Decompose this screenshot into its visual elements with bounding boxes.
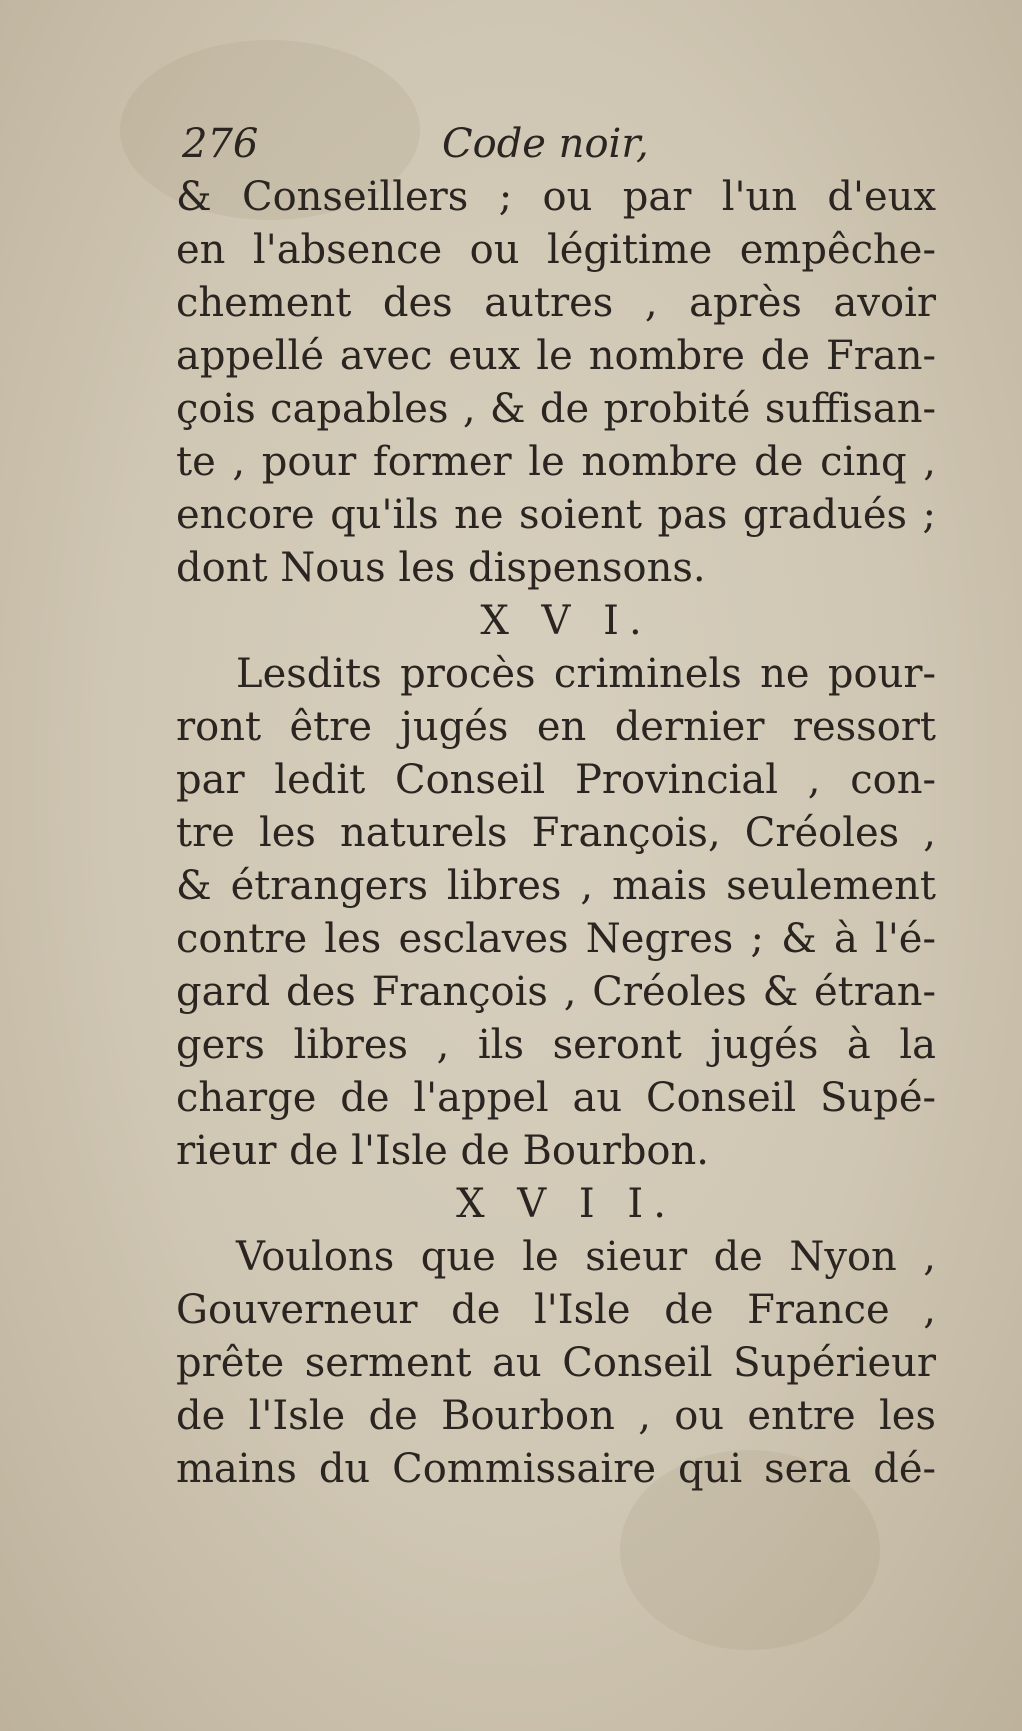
article-heading-16: X V I.	[480, 598, 652, 644]
page-text	[176, 118, 936, 1496]
text-line: de l'Isle de Bourbon , ou entre les	[176, 1393, 936, 1439]
text-line: chement des autres , après avoir	[176, 280, 936, 326]
text-line: Gouverneur de l'Isle de France ,	[176, 1287, 936, 1333]
text-line: dont Nous les dispensons.	[176, 545, 706, 591]
text-line: prête serment au Conseil Supérieur	[176, 1340, 936, 1386]
page-number: 276	[182, 121, 259, 167]
text-line: & étrangers libres , mais seulement	[176, 863, 936, 909]
text-line: ront être jugés en dernier ressort	[176, 704, 936, 750]
article-heading-17: X V I I.	[456, 1181, 676, 1227]
text-line: encore qu'ils ne soient pas gradués ;	[176, 492, 936, 538]
text-line: appellé avec eux le nombre de Fran-	[176, 333, 936, 379]
running-head	[176, 118, 936, 171]
text-line: gard des François , Créoles & étran-	[176, 969, 936, 1015]
continued-paragraph	[176, 171, 936, 595]
text-line: tre les naturels François, Créoles ,	[176, 810, 936, 856]
article-17-text	[176, 1231, 936, 1496]
text-line: gers libres , ils seront jugés à la	[176, 1022, 936, 1068]
text-line: en l'absence ou légitime empêche-	[176, 227, 936, 273]
text-line: çois capables , & de probité suffisan-	[176, 386, 936, 432]
text-line: mains du Commissaire qui sera dé-	[176, 1446, 936, 1492]
text-line: & Conseillers ; ou par l'un d'eux	[176, 174, 936, 220]
text-line: par ledit Conseil Provincial , con-	[176, 757, 936, 803]
text-line: Voulons que le sieur de Nyon ,	[236, 1234, 936, 1280]
article-16-text	[176, 648, 936, 1178]
running-title: Code noir,	[442, 121, 649, 167]
text-line: te , pour former le nombre de cinq ,	[176, 439, 936, 485]
text-line: Lesdits procès criminels ne pour-	[236, 651, 936, 697]
text-line: rieur de l'Isle de Bourbon.	[176, 1128, 709, 1174]
text-line: contre les esclaves Negres ; & à l'é-	[176, 916, 936, 962]
text-line: charge de l'appel au Conseil Supé-	[176, 1075, 936, 1121]
